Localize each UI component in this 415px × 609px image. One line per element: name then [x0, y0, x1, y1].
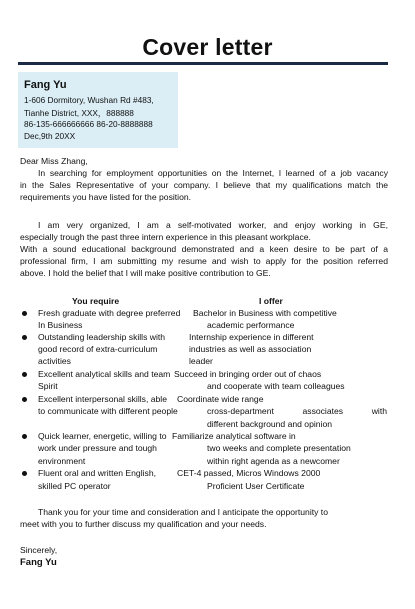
bullet-1: [22, 311, 27, 316]
require-line: Fresh graduate with degree preferred: [38, 308, 181, 318]
sender-address-line-1: 1-606 Dormitory, Wushan Rd #483,: [24, 95, 154, 105]
bullet-2: [22, 335, 27, 340]
require-line: Quick learner, energetic, willing to: [38, 431, 167, 441]
sender-phone: 86-135-666666666 86-20-8888888: [24, 119, 153, 129]
offer-line: Succeed in bringing order out of chaos: [174, 369, 322, 379]
signoff: Sincerely,: [20, 545, 58, 555]
closing-line-2: meet with you to further discuss my qualification and your needs.: [20, 519, 267, 529]
offer-line: Bachelor in Business with competitive: [193, 308, 337, 318]
intro-line-1: In searching for employment opportunities on the Internet, I learned of a job vacancy: [38, 168, 388, 178]
offer-line: leader: [189, 356, 213, 366]
offer-line: industries as well as association: [189, 344, 312, 354]
offer-line: Familiarize analytical software in: [172, 431, 296, 441]
para2-line-2: especially trough the past three intern experience in this pleasant workplace.: [20, 232, 311, 242]
sender-date: Dec,9th 20XX: [24, 131, 76, 141]
require-line: to communicate with different people: [38, 406, 178, 416]
salutation: Dear Miss Zhang,: [20, 156, 88, 166]
intro-line-3: requirements you have listed for the position.: [20, 192, 192, 202]
require-line: Outstanding leadership skills with: [38, 332, 166, 342]
title-divider: [18, 62, 388, 65]
offer-line: Proficient User Certificate: [207, 481, 305, 491]
closing-line-1: Thank you for your time and consideration and I anticipate the opportunity to: [38, 507, 328, 517]
bullet-3: [22, 372, 27, 377]
require-line: activities: [38, 356, 71, 366]
para3-line-3: above. I hold the belief that I will make positive contribution to GE.: [20, 268, 271, 278]
offer-line: Internship experience in different: [189, 332, 314, 342]
require-line: Excellent analytical skills and team: [38, 369, 171, 379]
offer-line: Coordinate wide range: [177, 394, 264, 404]
require-line: In Business: [38, 320, 83, 330]
offer-line: cross-department associates with: [207, 406, 387, 416]
signature-name: Fang Yu: [20, 557, 57, 568]
bullet-4: [22, 397, 27, 402]
offer-line: CET-4 passed, Micros Windows 2000: [177, 468, 321, 478]
you-require-heading: You require: [72, 296, 120, 306]
require-line: work under pressure and tough: [38, 443, 157, 453]
require-line: Fluent oral and written English,: [38, 468, 156, 478]
sender-address-line-2: Tianhe District, XXX，888888: [24, 108, 134, 118]
require-line: skilled PC operator: [38, 481, 111, 491]
offer-line: within right agenda as a newcomer: [207, 456, 340, 466]
require-line: environment: [38, 456, 86, 466]
require-line: Spirit: [38, 381, 58, 391]
offer-line: and cooperate with team colleagues: [207, 381, 345, 391]
intro-line-2: in the Sales Representative of your company. I believe that my qualifications match the: [20, 180, 388, 190]
bullet-6: [22, 471, 27, 476]
sender-name: Fang Yu: [24, 79, 67, 91]
offer-line: two weeks and complete presentation: [207, 443, 351, 453]
offer-line: different background and opinion: [207, 419, 333, 429]
page-title: Cover letter: [142, 34, 273, 60]
i-offer-heading: I offer: [259, 296, 283, 306]
require-line: Excellent interpersonal skills, able: [38, 394, 167, 404]
require-line: good record of extra-curriculum: [38, 344, 158, 354]
para3-line-1: With a sound educational background demonstrated and a keen desire to be part of a: [20, 244, 388, 254]
offer-line: academic performance: [207, 320, 295, 330]
para3-line-2: professional firm, I am submitting my resume and wish to apply for the position referred: [20, 256, 388, 266]
para2-line-1: I am very organized, I am a self-motivated worker, and enjoy working in GE,: [38, 220, 388, 230]
bullet-5: [22, 434, 27, 439]
